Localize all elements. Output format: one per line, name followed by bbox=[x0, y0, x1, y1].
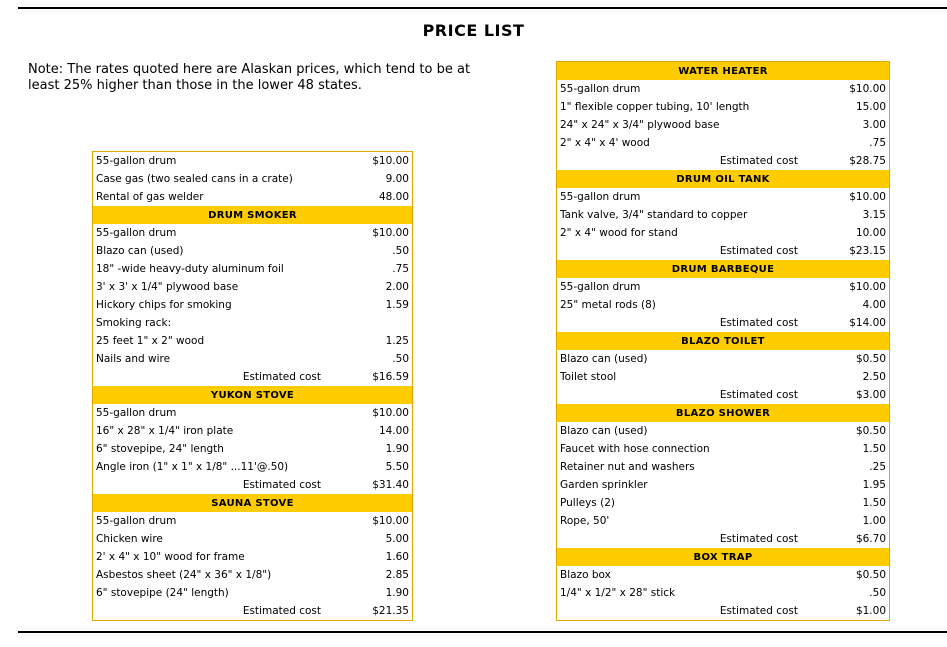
price-row bbox=[557, 188, 889, 206]
item-price: $10.00 bbox=[372, 407, 409, 419]
section-header: BOX TRAP bbox=[557, 548, 889, 566]
estimated-cost-row bbox=[93, 368, 412, 386]
price-row bbox=[557, 116, 889, 134]
item-price: 5.50 bbox=[385, 461, 409, 473]
item-price: $0.50 bbox=[855, 569, 886, 581]
estimated-cost-label: Estimated cost bbox=[719, 245, 798, 257]
price-row bbox=[557, 440, 889, 458]
item-name: Blazo can (used) bbox=[560, 425, 648, 437]
item-name: Case gas (two sealed cans in a crate) bbox=[96, 173, 293, 185]
estimated-cost-value: $16.59 bbox=[372, 371, 409, 383]
right-price-table bbox=[556, 61, 890, 621]
price-row bbox=[557, 422, 889, 440]
item-name: 55-gallon drum bbox=[96, 155, 177, 167]
item-name: 24" x 24" x 3/4" plywood base bbox=[560, 119, 720, 131]
item-price: $10.00 bbox=[372, 227, 409, 239]
estimated-cost-row bbox=[93, 602, 412, 620]
price-row bbox=[93, 278, 412, 296]
item-price: 3.15 bbox=[862, 209, 886, 221]
item-name: 55-gallon drum bbox=[96, 515, 177, 527]
price-row bbox=[93, 566, 412, 584]
item-name: Faucet with hose connection bbox=[560, 443, 710, 455]
item-price: .50 bbox=[392, 245, 409, 257]
item-price: 1.95 bbox=[862, 479, 886, 491]
price-row bbox=[93, 548, 412, 566]
item-name: Asbestos sheet (24" x 36" x 1/8") bbox=[96, 569, 272, 581]
item-name: Blazo box bbox=[560, 569, 611, 581]
price-row bbox=[93, 260, 412, 278]
price-row bbox=[93, 296, 412, 314]
estimated-cost-value: $28.75 bbox=[849, 155, 886, 167]
price-row bbox=[557, 98, 889, 116]
estimated-cost-label: Estimated cost bbox=[242, 371, 321, 383]
item-name: 3' x 3' x 1/4" plywood base bbox=[96, 281, 239, 293]
estimated-cost-value: $23.15 bbox=[849, 245, 886, 257]
item-price: 10.00 bbox=[855, 227, 886, 239]
price-row bbox=[557, 476, 889, 494]
item-price: 3.00 bbox=[862, 119, 886, 131]
estimated-cost-row bbox=[557, 242, 889, 260]
item-name: 55-gallon drum bbox=[96, 407, 177, 419]
item-name: Garden sprinkler bbox=[560, 479, 648, 491]
price-row bbox=[557, 350, 889, 368]
estimated-cost-row bbox=[93, 476, 412, 494]
price-note: Note: The rates quoted here are Alaskan prices, which tend to be at least 25% higher than those in the lower 48 states. bbox=[28, 62, 471, 93]
price-row bbox=[93, 224, 412, 242]
item-name: Nails and wire bbox=[96, 353, 171, 365]
item-price: 2.00 bbox=[385, 281, 409, 293]
estimated-cost-value: $31.40 bbox=[372, 479, 409, 491]
item-price: $0.50 bbox=[855, 353, 886, 365]
section-header: BLAZO TOILET bbox=[557, 332, 889, 350]
price-row bbox=[557, 368, 889, 386]
page-title: PRICE LIST bbox=[422, 21, 525, 40]
item-name: Chicken wire bbox=[96, 533, 163, 545]
item-name: 2' x 4" x 10" wood for frame bbox=[96, 551, 245, 563]
estimated-cost-label: Estimated cost bbox=[719, 605, 798, 617]
item-price: 15.00 bbox=[855, 101, 886, 113]
item-name: 18" -wide heavy-duty aluminum foil bbox=[96, 263, 284, 275]
item-price: 48.00 bbox=[378, 191, 409, 203]
price-row bbox=[557, 458, 889, 476]
item-name: 55-gallon drum bbox=[560, 191, 641, 203]
section-header: WATER HEATER bbox=[557, 62, 889, 80]
item-price: $0.50 bbox=[855, 425, 886, 437]
estimated-cost-row bbox=[557, 602, 889, 620]
item-name: Retainer nut and washers bbox=[560, 461, 695, 473]
price-row bbox=[93, 332, 412, 350]
item-price: .75 bbox=[392, 263, 409, 275]
price-row bbox=[93, 170, 412, 188]
item-name: 1/4" x 1/2" x 28" stick bbox=[560, 587, 676, 599]
price-row bbox=[557, 206, 889, 224]
item-price: 5.00 bbox=[385, 533, 409, 545]
price-row bbox=[557, 134, 889, 152]
item-price: $10.00 bbox=[849, 281, 886, 293]
price-row bbox=[93, 350, 412, 368]
item-name: 6" stovepipe (24" length) bbox=[96, 587, 229, 599]
price-row bbox=[557, 512, 889, 530]
price-row bbox=[93, 188, 412, 206]
item-name: Smoking rack: bbox=[96, 317, 172, 329]
item-price: 1.25 bbox=[385, 335, 409, 347]
item-name: Blazo can (used) bbox=[96, 245, 184, 257]
price-row bbox=[557, 494, 889, 512]
item-name: 1" flexible copper tubing, 10' length bbox=[560, 101, 750, 113]
item-price: 1.90 bbox=[385, 443, 409, 455]
item-name: 6" stovepipe, 24" length bbox=[96, 443, 224, 455]
price-row bbox=[93, 458, 412, 476]
price-row bbox=[93, 584, 412, 602]
section-header: DRUM OIL TANK bbox=[557, 170, 889, 188]
item-name: 25 feet 1" x 2" wood bbox=[96, 335, 205, 347]
section-header: SAUNA STOVE bbox=[93, 494, 412, 512]
item-name: Tank valve, 3/4" standard to copper bbox=[560, 209, 748, 221]
price-row bbox=[93, 314, 412, 332]
price-row bbox=[557, 278, 889, 296]
item-name: 2" x 4" wood for stand bbox=[560, 227, 678, 239]
estimated-cost-value: $6.70 bbox=[855, 533, 886, 545]
item-name: Rope, 50' bbox=[560, 515, 610, 527]
bottom-divider bbox=[18, 631, 947, 633]
price-row bbox=[557, 566, 889, 584]
item-name: Angle iron (1" x 1" x 1/8" ...11'@.50) bbox=[96, 461, 289, 473]
item-price: .25 bbox=[869, 461, 886, 473]
item-name: 55-gallon drum bbox=[560, 83, 641, 95]
estimated-cost-label: Estimated cost bbox=[719, 155, 798, 167]
item-price: 1.00 bbox=[862, 515, 886, 527]
price-row bbox=[93, 422, 412, 440]
price-row bbox=[557, 80, 889, 98]
item-name: Pulleys (2) bbox=[560, 497, 615, 509]
left-price-table bbox=[92, 151, 413, 621]
item-price: 1.90 bbox=[385, 587, 409, 599]
estimated-cost-label: Estimated cost bbox=[242, 479, 321, 491]
item-name: 55-gallon drum bbox=[96, 227, 177, 239]
item-price: 1.60 bbox=[385, 551, 409, 563]
item-price: .50 bbox=[392, 353, 409, 365]
item-name: 25" metal rods (8) bbox=[560, 299, 656, 311]
price-row bbox=[93, 242, 412, 260]
estimated-cost-label: Estimated cost bbox=[719, 317, 798, 329]
item-price: 14.00 bbox=[378, 425, 409, 437]
item-price: 1.50 bbox=[862, 497, 886, 509]
item-name: Toilet stool bbox=[560, 371, 617, 383]
item-name: Blazo can (used) bbox=[560, 353, 648, 365]
estimated-cost-label: Estimated cost bbox=[242, 605, 321, 617]
section-header: DRUM SMOKER bbox=[93, 206, 412, 224]
price-row bbox=[93, 440, 412, 458]
price-row bbox=[93, 512, 412, 530]
item-price: .75 bbox=[869, 137, 886, 149]
estimated-cost-row bbox=[557, 530, 889, 548]
price-row bbox=[557, 224, 889, 242]
section-header: YUKON STOVE bbox=[93, 386, 412, 404]
price-row bbox=[557, 584, 889, 602]
item-price: $10.00 bbox=[372, 155, 409, 167]
item-price: $10.00 bbox=[372, 515, 409, 527]
item-price: .50 bbox=[869, 587, 886, 599]
estimated-cost-value: $3.00 bbox=[855, 389, 886, 401]
item-name: 2" x 4" x 4' wood bbox=[560, 137, 650, 149]
estimated-cost-label: Estimated cost bbox=[719, 533, 798, 545]
item-name: 16" x 28" x 1/4" iron plate bbox=[96, 425, 234, 437]
item-price: $10.00 bbox=[849, 83, 886, 95]
item-name: 55-gallon drum bbox=[560, 281, 641, 293]
price-row bbox=[557, 296, 889, 314]
item-price: 1.50 bbox=[862, 443, 886, 455]
item-price: 4.00 bbox=[862, 299, 886, 311]
item-price: 1.59 bbox=[385, 299, 409, 311]
estimated-cost-value: $21.35 bbox=[372, 605, 409, 617]
item-price: $10.00 bbox=[849, 191, 886, 203]
item-price: 2.50 bbox=[862, 371, 886, 383]
price-row bbox=[93, 530, 412, 548]
item-price: 2.85 bbox=[385, 569, 409, 581]
estimated-cost-row bbox=[557, 152, 889, 170]
estimated-cost-row bbox=[557, 386, 889, 404]
section-header: DRUM BARBEQUE bbox=[557, 260, 889, 278]
price-row bbox=[93, 152, 412, 170]
estimated-cost-value: $14.00 bbox=[849, 317, 886, 329]
estimated-cost-label: Estimated cost bbox=[719, 389, 798, 401]
item-name: Hickory chips for smoking bbox=[96, 299, 232, 311]
section-header: BLAZO SHOWER bbox=[557, 404, 889, 422]
top-divider bbox=[18, 7, 947, 9]
price-row bbox=[93, 404, 412, 422]
estimated-cost-value: $1.00 bbox=[855, 605, 886, 617]
estimated-cost-row bbox=[557, 314, 889, 332]
item-price: 9.00 bbox=[385, 173, 409, 185]
item-name: Rental of gas welder bbox=[96, 191, 204, 203]
